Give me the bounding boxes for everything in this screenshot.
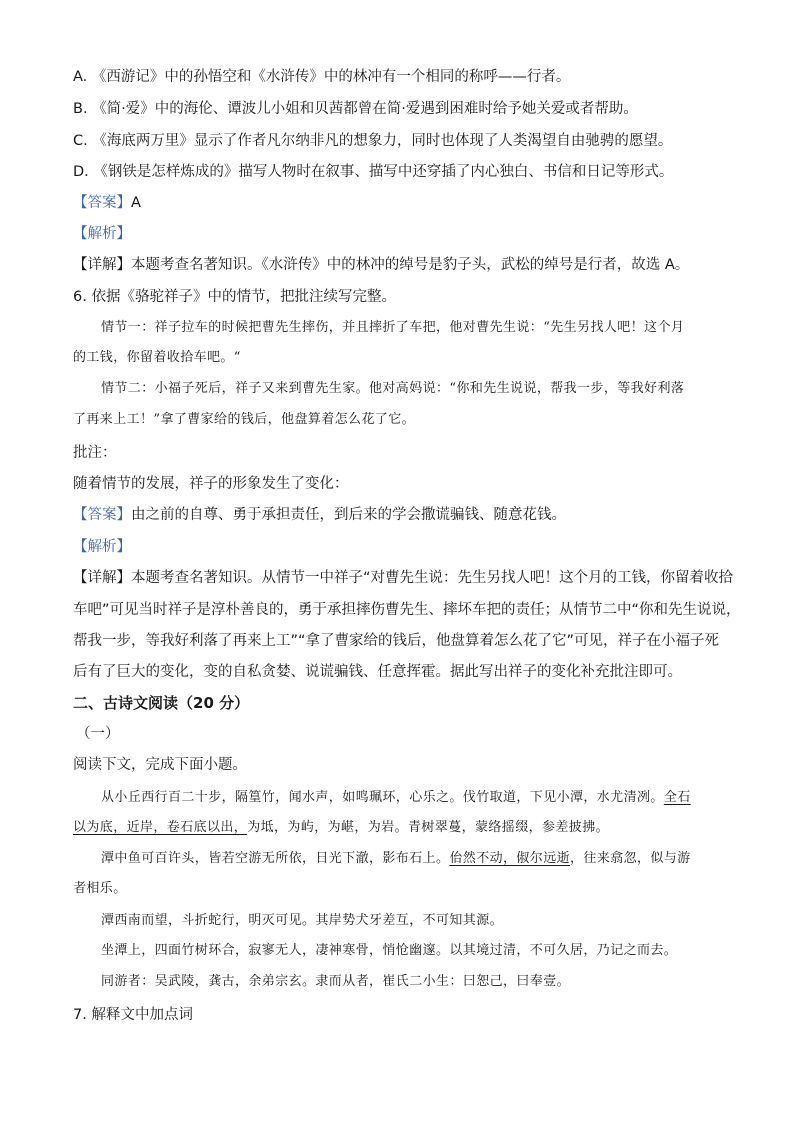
passage-p3: 潭西南而望，斗折蛇行，明灭可见。其岸势犬牙差互，不可知其源。 <box>101 913 504 928</box>
passage-p5: 同游者：吴武陵，龚古，余弟宗玄。隶而从者，崔氏二小生：曰恕己，曰奉壹。 <box>101 974 571 989</box>
underlined-phrase: 全石 <box>663 790 691 805</box>
passage-p2-line1: 潭中鱼可百许头，皆若空游无所依，日光下澈，影布石上。佁然不动，俶尔远逝，往来翕忽，似与游 <box>101 851 691 866</box>
underlined-phrase: 以为底，近岸，卷石底以出， <box>73 820 248 835</box>
section-sub: （一） <box>76 726 120 742</box>
q6-plot2-line1: 情节二：小福子死后，祥子又来到曹先生家。他对高妈说：“你和先生说说，帮我一步，等我好利落 <box>101 381 685 396</box>
reading-instruction: 阅读下文，完成下面小题。 <box>73 757 247 773</box>
answer-text: A <box>131 195 141 211</box>
q5-option-b: B. 《简·爱》中的海伦、谭波儿小姐和贝茜都曾在简·爱遇到困难时给予她关爱或者帮助。 <box>73 101 638 117</box>
q6-detail-line4: 后有了巨大的变化，变的自私贪婪、说谎骗钱、任意挥霍。据此写出祥子的变化补充批注即可。 <box>73 664 682 680</box>
passage-p1-line2: 以为底，近岸，卷石底以出，为坻，为屿，为嵁，为岩。青树翠蔓，蒙络摇缀，参差披拂。 <box>73 820 610 835</box>
q6-note-label: 批注： <box>73 445 117 461</box>
q6-plot2-line2: 了再来上工！”拿了曹家给的钱后，他盘算着怎么花了它。 <box>73 412 416 427</box>
q6-detail-line3: 帮我一步，等我好利落了再来上工”“拿了曹家给的钱后，他盘算着怎么花了它”可见，祥子在小福子死 <box>73 633 720 649</box>
q6-stem: 6. 依据《骆驼祥子》中的情节，把批注续写完整。 <box>73 289 396 305</box>
detail-text: 本题考查名著知识。《水浒传》中的林冲的绰号是豹子头，武松的绰号是行者，故选 A。 <box>131 257 690 273</box>
q5-option-d: D. 《钢铁是怎样炼成的》描写人物时在叙事、描写中还穿插了内心独白、书信和日记等形式。 <box>73 164 674 180</box>
detail-tag: 【详解】 <box>73 257 131 273</box>
q6-analysis: 【解析】 <box>73 539 131 555</box>
passage-p1-line1: 从小丘西行百二十步，隔篁竹，闻水声，如鸣珮环，心乐之。伐竹取道，下见小潭，水尤清冽。全石 <box>101 790 691 805</box>
detail-tag: 【详解】 <box>73 570 131 586</box>
q5-option-a: A. 《西游记》中的孙悟空和《水浒传》中的林冲有一个相同的称呼——行者。 <box>73 69 571 85</box>
q5-analysis: 【解析】 <box>73 226 131 242</box>
answer-tag: 【答案】 <box>73 195 131 211</box>
section-title: 二、古诗文阅读（20 分） <box>73 694 250 712</box>
answer-text: 由之前的自尊、勇于承担责任，到后来的学会撒谎骗钱、随意花钱。 <box>131 507 566 523</box>
q6-plot1-line2: 的工钱，你留着收拾车吧。“ <box>73 350 241 365</box>
q6-detail-line1 <box>73 568 733 588</box>
passage-p4: 坐潭上，四面竹树环合，寂寥无人，凄神寒骨，悄怆幽邃。以其境过清，不可久居，乃记之而去。 <box>101 943 678 958</box>
passage-p2-line2: 者相乐。 <box>73 881 127 896</box>
q6-plot1-line1: 情节一：祥子拉车的时候把曹先生摔伤，并且摔折了车把，他对曹先生说：“先生另找人吧！这个月 <box>101 320 685 335</box>
q6-note-text: 随着情节的发展，祥子的形象发生了变化： <box>73 476 349 492</box>
q5-option-c: C. 《海底两万里》显示了作者凡尔纳非凡的想象力，同时也体现了人类渴望自由驰骋的愿望。 <box>73 133 673 149</box>
q5-answer <box>73 193 141 213</box>
q6-answer <box>73 505 566 525</box>
answer-tag: 【答案】 <box>73 507 131 523</box>
q6-detail-line2: 车吧”可见当时祥子是淳朴善良的，勇于承担摔伤曹先生、摔坏车把的责任；从情节二中“你和先生说说， <box>73 602 741 618</box>
detail-text: 本题考查名著知识。从情节一中祥子“对曹先生说：先生另找人吧！这个月的工钱，你留着收拾 <box>131 570 734 586</box>
underlined-phrase: 佁然不动，俶尔远逝 <box>449 851 571 866</box>
q5-detail <box>73 255 689 275</box>
q7-stem: 7. 解释文中加点词 <box>73 1007 193 1023</box>
